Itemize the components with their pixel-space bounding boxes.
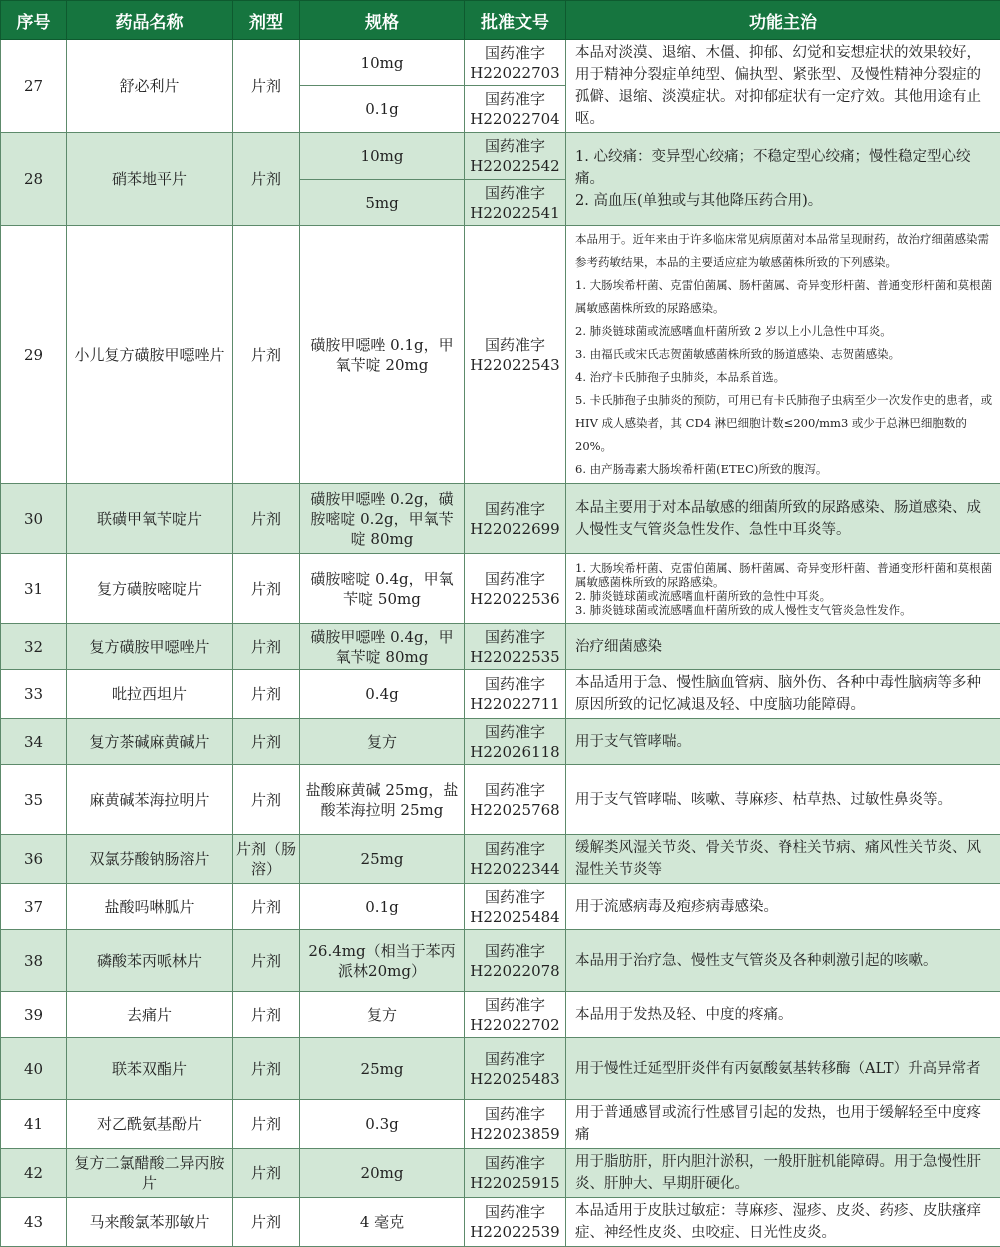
text-line: 国药准字 xyxy=(468,569,562,589)
table-row xyxy=(1,719,1000,765)
row-number: 31 xyxy=(1,554,67,624)
text-line: 6. 由产肠毒素大肠埃希杆菌(ETEC)所致的腹泻。 xyxy=(575,458,994,481)
header-row xyxy=(1,1,1000,40)
specification: 0.3g xyxy=(300,1100,465,1149)
dosage-form: 片剂 xyxy=(233,884,300,930)
specification: 0.4g xyxy=(300,670,465,719)
approval-number xyxy=(465,1100,566,1149)
indications xyxy=(566,765,1000,835)
row-number: 29 xyxy=(1,226,67,484)
row-number: 41 xyxy=(1,1100,67,1149)
dosage-form: 片剂 xyxy=(233,554,300,624)
text-line: 用于支气管哮喘、咳嗽、荨麻疹、枯草热、过敏性鼻炎等。 xyxy=(575,789,994,811)
text-line: 国药准字 xyxy=(468,887,562,907)
row-number: 35 xyxy=(1,765,67,835)
text-line: 国药准字 xyxy=(468,674,562,694)
text-line: 本品用于发热及轻、中度的疼痛。 xyxy=(575,1004,994,1026)
indications xyxy=(566,484,1000,554)
indications xyxy=(566,1100,1000,1149)
dosage-form: 片剂 xyxy=(233,930,300,992)
text-line: 1. 心绞痛：变异型心绞痛；不稳定型心绞痛；慢性稳定型心绞痛。 xyxy=(575,146,994,190)
dosage-form: 片剂 xyxy=(233,1100,300,1149)
indications xyxy=(566,1038,1000,1100)
specification: 10mg xyxy=(300,40,465,86)
dosage-form: 片剂 xyxy=(233,1198,300,1247)
indications xyxy=(566,670,1000,719)
text-line: 国药准字 xyxy=(468,780,562,800)
text-line: H22022702 xyxy=(468,1015,562,1035)
text-line: 国药准字 xyxy=(468,499,562,519)
drug-name: 马来酸氯苯那敏片 xyxy=(67,1198,233,1247)
approval-number xyxy=(465,1149,566,1198)
text-line: 4. 治疗卡氏肺孢子虫肺炎，本品系首选。 xyxy=(575,366,994,389)
row-number: 42 xyxy=(1,1149,67,1198)
text-line: 本品用于。近年来由于许多临床常见病原菌对本品常呈现耐药，故治疗细菌感染需参考药敏结果，本品的主要适应症为敏感菌株所致的下列感染。 xyxy=(575,228,994,274)
approval-number xyxy=(465,835,566,884)
text-line: 国药准字 xyxy=(468,995,562,1015)
text-line: H22025768 xyxy=(468,800,562,820)
drug-name: 舒必利片 xyxy=(67,40,233,133)
row-number: 37 xyxy=(1,884,67,930)
indications xyxy=(566,226,1000,484)
text-line: 国药准字 xyxy=(468,1153,562,1173)
specification: 复方 xyxy=(300,992,465,1038)
row-number: 39 xyxy=(1,992,67,1038)
indications xyxy=(566,884,1000,930)
table-row xyxy=(1,1149,1000,1198)
table-row xyxy=(1,484,1000,554)
text-line: H22025915 xyxy=(468,1173,562,1193)
text-line: 国药准字 xyxy=(468,335,562,355)
dosage-form: 片剂 xyxy=(233,40,300,133)
dosage-form: 片剂（肠溶） xyxy=(233,835,300,884)
text-line: H22022541 xyxy=(468,203,562,223)
specification: 磺胺甲噁唑 0.2g，磺胺嘧啶 0.2g，甲氧苄啶 80mg xyxy=(300,484,465,554)
text-line: 本品适用于急、慢性脑血管病、脑外伤、各种中毒性脑病等多种原因所致的记忆减退及轻、中度脑功能障碍。 xyxy=(575,672,994,716)
text-line: 本品适用于皮肤过敏症：荨麻疹、湿疹、皮炎、药疹、皮肤瘙痒症、神经性皮炎、虫咬症、日光性皮炎。 xyxy=(575,1200,994,1244)
text-line: H22023859 xyxy=(468,1124,562,1144)
text-line: 国药准字 xyxy=(468,941,562,961)
table-row xyxy=(1,40,1000,86)
specification: 复方 xyxy=(300,719,465,765)
text-line: 3. 肺炎链球菌或流感嗜血杆菌所致的成人慢性支气管炎急性发作。 xyxy=(575,603,994,617)
approval-number xyxy=(465,226,566,484)
dosage-form: 片剂 xyxy=(233,226,300,484)
text-line: 3. 由福氏或宋氏志贺菌敏感菌株所致的肠道感染、志贺菌感染。 xyxy=(575,343,994,366)
table-row xyxy=(1,1100,1000,1149)
row-number: 27 xyxy=(1,40,67,133)
text-line: 本品用于治疗急、慢性支气管炎及各种刺激引起的咳嗽。 xyxy=(575,950,994,972)
text-line: H22025484 xyxy=(468,907,562,927)
specification: 26.4mg（相当于苯丙派林20mg） xyxy=(300,930,465,992)
header-approval: 批准文号 xyxy=(465,1,566,40)
table-row xyxy=(1,624,1000,670)
drug-name: 麻黄碱苯海拉明片 xyxy=(67,765,233,835)
text-line: 国药准字 xyxy=(468,1049,562,1069)
text-line: 缓解类风湿关节炎、骨关节炎、脊柱关节病、痛风性关节炎、风湿性关节炎等 xyxy=(575,837,994,881)
approval-number xyxy=(465,884,566,930)
row-number: 34 xyxy=(1,719,67,765)
indications xyxy=(566,992,1000,1038)
approval-number xyxy=(465,719,566,765)
approval-number xyxy=(465,670,566,719)
approval-number xyxy=(465,1198,566,1247)
dosage-form: 片剂 xyxy=(233,624,300,670)
row-number: 40 xyxy=(1,1038,67,1100)
table-row xyxy=(1,835,1000,884)
drug-name: 复方磺胺甲噁唑片 xyxy=(67,624,233,670)
text-line: 国药准字 xyxy=(468,722,562,742)
table-row xyxy=(1,554,1000,624)
approval-number xyxy=(465,180,566,226)
text-line: H22022535 xyxy=(468,647,562,667)
header-name: 药品名称 xyxy=(67,1,233,40)
table-row xyxy=(1,992,1000,1038)
row-number: 33 xyxy=(1,670,67,719)
approval-number xyxy=(465,554,566,624)
specification: 磺胺甲噁唑 0.1g，甲氧苄啶 20mg xyxy=(300,226,465,484)
drug-name: 联磺甲氧苄啶片 xyxy=(67,484,233,554)
text-line: H22022536 xyxy=(468,589,562,609)
table-row xyxy=(1,133,1000,180)
drug-name: 硝苯地平片 xyxy=(67,133,233,226)
specification: 盐酸麻黄碱 25mg，盐酸苯海拉明 25mg xyxy=(300,765,465,835)
approval-number xyxy=(465,133,566,180)
text-line: 国药准字 xyxy=(468,839,562,859)
approval-number xyxy=(465,40,566,86)
approval-number xyxy=(465,86,566,133)
table-row xyxy=(1,930,1000,992)
specification: 25mg xyxy=(300,835,465,884)
approval-number xyxy=(465,765,566,835)
approval-number xyxy=(465,624,566,670)
header-function: 功能主治 xyxy=(566,1,1000,40)
drug-name: 盐酸吗啉胍片 xyxy=(67,884,233,930)
text-line: H22022711 xyxy=(468,694,562,714)
specification: 0.1g xyxy=(300,86,465,133)
drug-name: 去痛片 xyxy=(67,992,233,1038)
indications xyxy=(566,40,1000,133)
indications xyxy=(566,133,1000,226)
table-row xyxy=(1,226,1000,484)
table-row xyxy=(1,765,1000,835)
indications xyxy=(566,930,1000,992)
header-spec: 规格 xyxy=(300,1,465,40)
indications xyxy=(566,1149,1000,1198)
approval-number xyxy=(465,1038,566,1100)
text-line: 2. 肺炎链球菌或流感嗜血杆菌所致的急性中耳炎。 xyxy=(575,589,994,603)
dosage-form: 片剂 xyxy=(233,1149,300,1198)
dosage-form: 片剂 xyxy=(233,484,300,554)
text-line: H22022703 xyxy=(468,63,562,83)
text-line: 用于支气管哮喘。 xyxy=(575,731,994,753)
text-line: H22022344 xyxy=(468,859,562,879)
text-line: 国药准字 xyxy=(468,136,562,156)
approval-number xyxy=(465,930,566,992)
table-row xyxy=(1,670,1000,719)
dosage-form: 片剂 xyxy=(233,719,300,765)
indications xyxy=(566,554,1000,624)
drug-name: 磷酸苯丙哌林片 xyxy=(67,930,233,992)
dosage-form: 片剂 xyxy=(233,992,300,1038)
dosage-form: 片剂 xyxy=(233,1038,300,1100)
text-line: H22025483 xyxy=(468,1069,562,1089)
drug-name: 复方二氯醋酸二异丙胺片 xyxy=(67,1149,233,1198)
text-line: 国药准字 xyxy=(468,1104,562,1124)
text-line: H22022543 xyxy=(468,355,562,375)
drug-name: 复方磺胺嘧啶片 xyxy=(67,554,233,624)
text-line: H22022699 xyxy=(468,519,562,539)
text-line: 2. 肺炎链球菌或流感嗜血杆菌所致 2 岁以上小儿急性中耳炎。 xyxy=(575,320,994,343)
row-number: 28 xyxy=(1,133,67,226)
row-number: 32 xyxy=(1,624,67,670)
drug-name: 联苯双酯片 xyxy=(67,1038,233,1100)
dosage-form: 片剂 xyxy=(233,133,300,226)
row-number: 36 xyxy=(1,835,67,884)
text-line: H22022542 xyxy=(468,156,562,176)
indications xyxy=(566,1198,1000,1247)
specification: 5mg xyxy=(300,180,465,226)
row-number: 38 xyxy=(1,930,67,992)
table-row xyxy=(1,1198,1000,1247)
text-line: 国药准字 xyxy=(468,1202,562,1222)
specification: 10mg xyxy=(300,133,465,180)
text-line: 国药准字 xyxy=(468,89,562,109)
header-no: 序号 xyxy=(1,1,67,40)
header-form: 剂型 xyxy=(233,1,300,40)
text-line: H22022704 xyxy=(468,109,562,129)
specification: 磺胺甲噁唑 0.4g，甲氧苄啶 80mg xyxy=(300,624,465,670)
specification: 20mg xyxy=(300,1149,465,1198)
indications xyxy=(566,624,1000,670)
indications xyxy=(566,835,1000,884)
text-line: 治疗细菌感染 xyxy=(575,636,994,658)
specification: 0.1g xyxy=(300,884,465,930)
table-row xyxy=(1,884,1000,930)
text-line: H22022078 xyxy=(468,961,562,981)
text-line: 国药准字 xyxy=(468,627,562,647)
specification: 4 毫克 xyxy=(300,1198,465,1247)
text-line: 用于慢性迁延型肝炎伴有丙氨酸氨基转移酶（ALT）升高异常者 xyxy=(575,1058,994,1080)
approval-number xyxy=(465,484,566,554)
text-line: 5. 卡氏肺孢子虫肺炎的预防，可用已有卡氏肺孢子虫病至少一次发作史的患者，或 HIV 成人感染者，其 CD4 淋巴细胞计数≤200/mm3 或少于总淋巴细胞数的 20%。 xyxy=(575,389,994,458)
drug-name: 双氯芬酸钠肠溶片 xyxy=(67,835,233,884)
row-number: 30 xyxy=(1,484,67,554)
text-line: 国药准字 xyxy=(468,183,562,203)
dosage-form: 片剂 xyxy=(233,765,300,835)
specification: 磺胺嘧啶 0.4g，甲氧苄啶 50mg xyxy=(300,554,465,624)
text-line: H22022539 xyxy=(468,1222,562,1242)
text-line: 用于脂肪肝，肝内胆汁淤积，一般肝脏机能障碍。用于急慢性肝炎、肝肿大、早期肝硬化。 xyxy=(575,1151,994,1195)
drug-name: 吡拉西坦片 xyxy=(67,670,233,719)
drug-name: 小儿复方磺胺甲噁唑片 xyxy=(67,226,233,484)
drug-name: 复方茶碱麻黄碱片 xyxy=(67,719,233,765)
text-line: 本品对淡漠、退缩、木僵、抑郁、幻觉和妄想症状的效果较好，用于精神分裂症单纯型、偏执型、紧张型、及慢性精神分裂症的孤僻、退缩、淡漠症状。对抑郁症状有一定疗效。其他用途有止呕。 xyxy=(575,42,994,130)
text-line: 本品主要用于对本品敏感的细菌所致的尿路感染、肠道感染、成人慢性支气管炎急性发作、急性中耳炎等。 xyxy=(575,497,994,541)
approval-number xyxy=(465,992,566,1038)
text-line: 国药准字 xyxy=(468,43,562,63)
row-number: 43 xyxy=(1,1198,67,1247)
specification: 25mg xyxy=(300,1038,465,1100)
text-line: 1. 大肠埃希杆菌、克雷伯菌属、肠杆菌属、奇异变形杆菌、普通变形杆菌和莫根菌属敏感菌株所致的尿路感染。 xyxy=(575,561,994,589)
drug-name: 对乙酰氨基酚片 xyxy=(67,1100,233,1149)
text-line: 用于流感病毒及疱疹病毒感染。 xyxy=(575,896,994,918)
text-line: H22026118 xyxy=(468,742,562,762)
dosage-form: 片剂 xyxy=(233,670,300,719)
text-line: 2. 高血压(单独或与其他降压药合用)。 xyxy=(575,190,994,212)
text-line: 用于普通感冒或流行性感冒引起的发热，也用于缓解轻至中度疼痛 xyxy=(575,1102,994,1146)
text-line: 1. 大肠埃希杆菌、克雷伯菌属、肠杆菌属、奇异变形杆菌、普通变形杆菌和莫根菌属敏感菌株所致的尿路感染。 xyxy=(575,274,994,320)
indications xyxy=(566,719,1000,765)
table-row xyxy=(1,1038,1000,1100)
